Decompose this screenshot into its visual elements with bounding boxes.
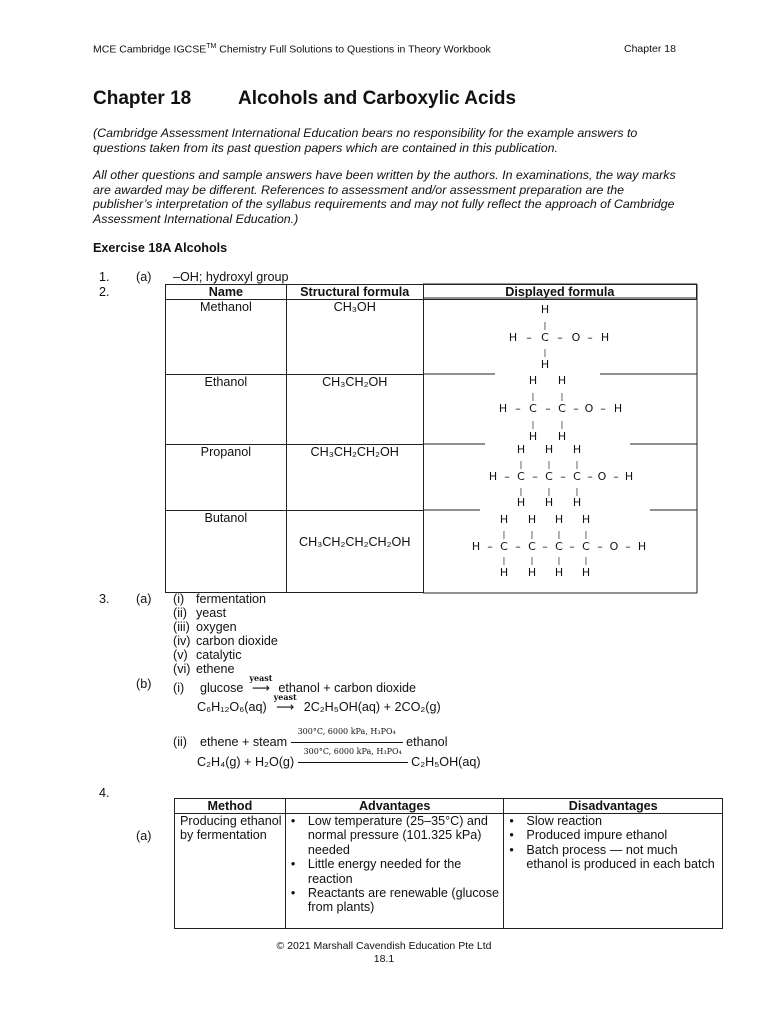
list-item: • Reactants are renewable (glucose from plants) xyxy=(286,886,504,915)
trademark: TM xyxy=(206,43,217,50)
atom-c: C xyxy=(555,540,563,553)
reactant: C₆H₁₂O₆(aq) xyxy=(197,700,267,714)
header-method: Method xyxy=(175,799,286,814)
q3b-i-chemical-equation xyxy=(197,692,441,714)
bond-h: – xyxy=(515,540,521,553)
bond-v: | xyxy=(502,530,506,539)
list-item xyxy=(173,606,278,620)
fermentation-table xyxy=(174,798,723,929)
atom-h: H xyxy=(544,496,554,509)
bond-v: | xyxy=(575,460,579,469)
row-formula: CH₃CH₂CH₂CH₂OH xyxy=(286,511,423,593)
product: C₂H₅OH(aq) xyxy=(411,755,481,769)
bond-h: – xyxy=(504,470,510,483)
item-num: (v) xyxy=(173,648,188,662)
list-item xyxy=(173,634,278,648)
item-num: (vi) xyxy=(173,662,191,676)
atom-h: H xyxy=(613,402,623,415)
page-number: 18.1 xyxy=(373,953,395,965)
atom-h: H xyxy=(554,513,564,526)
atom-h: H xyxy=(581,566,591,579)
q1-number: 1. xyxy=(99,270,110,284)
list-item: • Batch process — not much ethanol is produced in each batch xyxy=(504,843,722,872)
bond-v: | xyxy=(560,392,564,401)
header-name: Name xyxy=(166,285,287,300)
atom-c: C xyxy=(529,402,537,415)
atom-c: C xyxy=(517,470,525,483)
exercise-heading: Exercise 18A Alcohols xyxy=(93,241,228,255)
bond-h: – xyxy=(526,331,532,344)
arrow-label: yeast xyxy=(249,673,273,683)
bond-v: | xyxy=(543,348,547,357)
atom-h: H xyxy=(572,496,582,509)
q3-number: 3. xyxy=(99,592,110,606)
product: ethanol + carbon dioxide xyxy=(278,681,417,695)
atom-c: C xyxy=(582,540,590,553)
atom-h: H xyxy=(572,443,582,456)
header-left-text-rest: Chemistry Full Solutions to Questions in Theory Workbook xyxy=(216,43,491,56)
row-formula: CH₃OH xyxy=(286,300,423,375)
item-num: (iv) xyxy=(173,634,191,648)
header-left-text: MCE Cambridge IGCSE xyxy=(93,43,207,56)
bond-h: – xyxy=(557,331,563,344)
bond-h: – xyxy=(542,540,548,553)
atom-h: H xyxy=(540,303,550,316)
q4-number: 4. xyxy=(99,786,110,800)
bond-v: | xyxy=(502,556,506,565)
bond-v: | xyxy=(543,321,547,330)
atom-h: H xyxy=(488,470,498,483)
butanol-structure xyxy=(472,513,646,579)
atom-o: O xyxy=(597,470,607,483)
atom-h: H xyxy=(499,566,509,579)
bond-v: | xyxy=(560,420,564,429)
atom-h: H xyxy=(516,443,526,456)
reaction-arrow xyxy=(298,747,408,769)
list-item xyxy=(173,648,278,662)
bond-v: | xyxy=(531,392,535,401)
bond-v: | xyxy=(519,460,523,469)
arrow-shaft xyxy=(298,762,408,763)
bond-v: | xyxy=(530,530,534,539)
atom-o: O xyxy=(584,402,594,415)
bond-h: – xyxy=(587,470,593,483)
bond-h: – xyxy=(573,402,579,415)
q3-part-b: (b) xyxy=(136,677,152,691)
header-structural: Structural formula xyxy=(286,285,423,300)
item-text: oxygen xyxy=(196,620,237,634)
atom-c: C xyxy=(558,402,566,415)
atom-c: C xyxy=(528,540,536,553)
atom-c: C xyxy=(545,470,553,483)
q1-answer: –OH; hydroxyl group xyxy=(173,270,289,284)
header-disadvantages: Disadvantages xyxy=(504,799,723,814)
atom-h: H xyxy=(544,443,554,456)
list-item: • Produced impure ethanol xyxy=(504,828,722,842)
atom-h: H xyxy=(528,430,538,443)
item-text: ethene xyxy=(196,662,235,676)
q3b-ii-chemical-equation xyxy=(197,747,481,769)
item-text: yeast xyxy=(196,606,227,620)
header-chapter: Chapter 18 xyxy=(624,43,676,55)
q3a-list xyxy=(173,592,278,676)
bond-v: | xyxy=(584,530,588,539)
method-cell: Producing ethanol by fermentation xyxy=(175,814,286,929)
copyright: © 2021 Marshall Cavendish Education Pte Ltd xyxy=(276,940,492,952)
row-formula: CH₃CH₂CH₂OH xyxy=(286,445,423,511)
bond-h: – xyxy=(569,540,575,553)
item-text: catalytic xyxy=(196,648,242,662)
row-name: Butanol xyxy=(166,511,287,593)
atom-h: H xyxy=(624,470,634,483)
atom-h: H xyxy=(471,540,481,553)
bond-v: | xyxy=(530,556,534,565)
bond-v: | xyxy=(584,556,588,565)
bond-h: – xyxy=(597,540,603,553)
product: 2C₂H₅OH(aq) + 2CO₂(g) xyxy=(303,700,441,714)
bond-h: – xyxy=(613,470,619,483)
product: ethanol xyxy=(406,735,448,749)
reaction-arrow: yeast ⟶ xyxy=(247,681,275,695)
bond-h: – xyxy=(487,540,493,553)
row-name: Methanol xyxy=(166,300,287,375)
atom-h: H xyxy=(527,513,537,526)
disadvantages-cell xyxy=(504,814,723,929)
bond-v: | xyxy=(547,487,551,496)
list-item: • Slow reaction xyxy=(504,814,722,828)
list-item: • Little energy needed for the reaction xyxy=(286,857,504,886)
bond-v: | xyxy=(575,487,579,496)
atom-c: C xyxy=(573,470,581,483)
advantages-cell xyxy=(285,814,504,929)
row-name: Propanol xyxy=(166,445,287,511)
bond-h: – xyxy=(560,470,566,483)
propanol-structure xyxy=(489,443,633,509)
bond-v: | xyxy=(519,487,523,496)
bond-h: – xyxy=(545,402,551,415)
table-row xyxy=(175,814,723,929)
table-header-row xyxy=(175,799,723,814)
bond-h: – xyxy=(532,470,538,483)
atom-h: H xyxy=(637,540,647,553)
disclaimer-paragraph-2: All other questions and sample answers have been written by the authors. In examinations, the way marks are awarded may be different. References to assessment and/or assessment preparation are the publisher’s interpretation of the syllabus requirements and may not fully reflect the approach of Cambridge Assessment International Education.) xyxy=(93,168,676,226)
reactant: C₂H₄(g) + H₂O(g) xyxy=(197,755,295,769)
bond-h: – xyxy=(625,540,631,553)
atom-h: H xyxy=(499,513,509,526)
reaction-arrow: yeast ⟶ xyxy=(270,700,300,714)
atom-o: O xyxy=(571,331,581,344)
q4-part-a: (a) xyxy=(136,829,152,843)
bond-h: – xyxy=(587,331,593,344)
bond-h: – xyxy=(515,402,521,415)
item-num: (i) xyxy=(173,681,185,695)
q3-part-a: (a) xyxy=(136,592,152,606)
header-displayed: Displayed formula xyxy=(423,285,696,300)
q2-number: 2. xyxy=(99,285,110,299)
item-num: (ii) xyxy=(173,606,187,620)
chapter-title: Alcohols and Carboxylic Acids xyxy=(238,88,517,109)
bond-v: | xyxy=(557,530,561,539)
item-num: (ii) xyxy=(173,735,187,749)
atom-c: C xyxy=(500,540,508,553)
q1-part-a: (a) xyxy=(136,270,152,284)
atom-h: H xyxy=(498,402,508,415)
arrow-label: 300°C, 6000 kPa, H₃PO₄ xyxy=(303,747,402,756)
atom-h: H xyxy=(516,496,526,509)
item-text: carbon dioxide xyxy=(196,634,278,648)
arrow-shaft xyxy=(291,742,403,743)
atom-h: H xyxy=(508,331,518,344)
ethanol-structure xyxy=(499,374,622,443)
item-num: (i) xyxy=(173,592,185,606)
list-item xyxy=(173,620,278,634)
methanol-structure xyxy=(509,303,609,371)
item-text: fermentation xyxy=(196,592,267,606)
atom-h: H xyxy=(527,566,537,579)
list-item: • Low temperature (25–35°C) and normal pressure (101.325 kPa) needed xyxy=(286,814,504,857)
atom-o: O xyxy=(609,540,619,553)
reactant: ethene + steam xyxy=(200,735,288,749)
atom-h: H xyxy=(540,358,550,371)
bond-v: | xyxy=(531,420,535,429)
list-item xyxy=(173,592,278,606)
item-num: (iii) xyxy=(173,620,190,634)
row-formula: CH₃CH₂OH xyxy=(286,375,423,445)
arrow-label: 300°C, 6000 kPa, H₃PO₄ xyxy=(297,727,396,736)
atom-h: H xyxy=(528,374,538,387)
atom-h: H xyxy=(557,374,567,387)
row-name: Ethanol xyxy=(166,375,287,445)
atom-h: H xyxy=(554,566,564,579)
bond-h: – xyxy=(600,402,606,415)
arrow-label: yeast xyxy=(273,692,297,702)
atom-h: H xyxy=(581,513,591,526)
disclaimer-paragraph-1: (Cambridge Assessment International Education bears no responsibility for the example answers to questions taken from its past question papers which are contained in this publication. xyxy=(93,126,638,155)
atom-h: H xyxy=(600,331,610,344)
atom-c: C xyxy=(541,331,549,344)
bond-v: | xyxy=(557,556,561,565)
chapter-number: Chapter 18 xyxy=(93,88,192,109)
reactant: glucose xyxy=(200,681,244,695)
header-advantages: Advantages xyxy=(285,799,504,814)
atom-h: H xyxy=(557,430,567,443)
bond-v: | xyxy=(547,460,551,469)
